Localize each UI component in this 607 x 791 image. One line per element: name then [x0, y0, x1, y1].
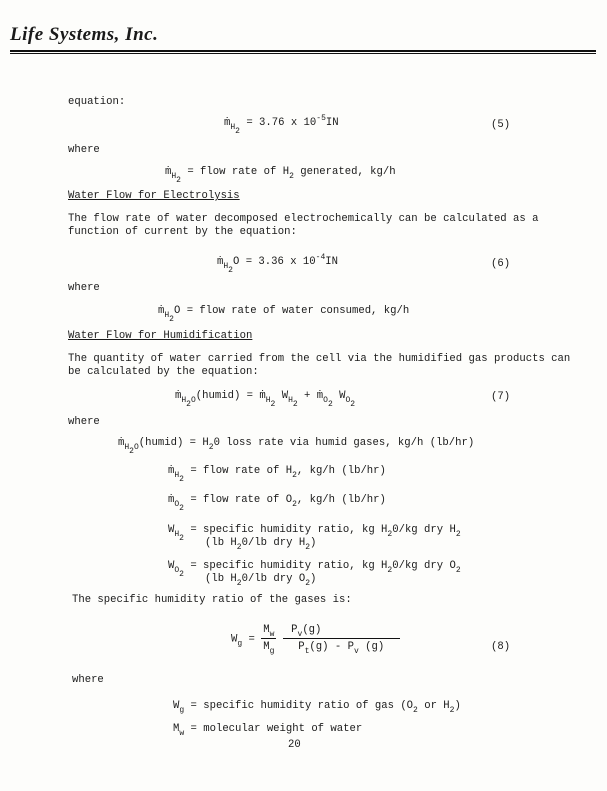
- equation-6: ṁ$_{H_2}$O = 3.36 x $10^{-4}IN$: [217, 253, 338, 275]
- equation-7: ṁ$_{H_2O}$(humid) = ṁ$_{H_2}$ $W_{H_2}$ + ṁ$_{O_2}$ $W_{O_2}$: [175, 390, 356, 409]
- paragraph-humidification-1: The quantity of water carried from the cell via the humidified gas products can: [68, 353, 571, 365]
- equation-7-number: (7): [491, 391, 511, 403]
- definition-humidity-o2-imperial: (lb $H_20/lb$ dry $O_2$): [205, 573, 317, 588]
- header-rule-thin: [10, 53, 596, 54]
- definition-h2-flow: ṁ$_{H_2}$ = flow rate of $H_2$ generated, kg/h: [165, 166, 396, 185]
- paragraph-specific-humidity: The specific humidity ratio of the gases is:: [72, 594, 352, 606]
- equation-6-number: (6): [491, 258, 511, 270]
- definition-humidity-o2: $W_{O_2}$ = specific humidity ratio, kg $H_20/kg$ dry $O_2$: [168, 560, 461, 579]
- section-heading-humidification: Water Flow for Humidification: [68, 330, 253, 342]
- paragraph-electrolysis-1: The flow rate of water decomposed electrochemically can be calculated as a: [68, 213, 539, 225]
- equation-8-number: (8): [491, 641, 511, 653]
- definition-humidity-h2: $W_{H_2}$ = specific humidity ratio, kg $H_20/kg$ dry $H_2$: [168, 524, 461, 543]
- where-label: where: [68, 416, 100, 428]
- where-label: where: [72, 674, 104, 686]
- definition-h2o-flow: ṁ$_{H_2}$O = flow rate of water consumed, kg/h: [158, 305, 410, 324]
- page-number: 20: [288, 739, 301, 751]
- definition-o2-flow-lb: ṁ$_{O_2}$ = flow rate of $O_2$, kg/h (lb/hr): [168, 494, 386, 513]
- equation-5: ṁ$_{H_2}$ = 3.76 x $10^{-5}IN$: [224, 114, 339, 136]
- where-label: where: [68, 144, 100, 156]
- definition-mw: $M_w$ = molecular weight of water: [173, 723, 363, 738]
- definition-wg: $W_g$ = specific humidity ratio of gas ($O_2$ or $H_2$): [173, 700, 461, 715]
- intro-text: equation:: [68, 96, 126, 108]
- section-heading-electrolysis: Water Flow for Electrolysis: [68, 190, 240, 202]
- paragraph-electrolysis-2: function of current by the equation:: [68, 226, 297, 238]
- header-rule: [10, 50, 596, 52]
- where-label: where: [68, 282, 100, 294]
- definition-humid-loss: ṁ$_{H_2O}$(humid) = $H_20$ loss rate via humid gases, kg/h (lb/hr): [118, 437, 475, 456]
- paragraph-humidification-2: be calculated by the equation:: [68, 366, 259, 378]
- company-logo: Life Systems, Inc.: [10, 24, 159, 45]
- equation-5-number: (5): [491, 119, 511, 131]
- definition-h2-flow-lb: ṁ$_{H_2}$ = flow rate of $H_2$, kg/h (lb/hr): [168, 465, 386, 484]
- definition-humidity-h2-imperial: (lb $H_20/lb$ dry $H_2$): [205, 537, 317, 552]
- equation-8: $W_g$ = $\frac{M_w}{M_g}$ $\frac{P_v(g)}{P_t(g) - P_v (g)}$: [231, 624, 398, 656]
